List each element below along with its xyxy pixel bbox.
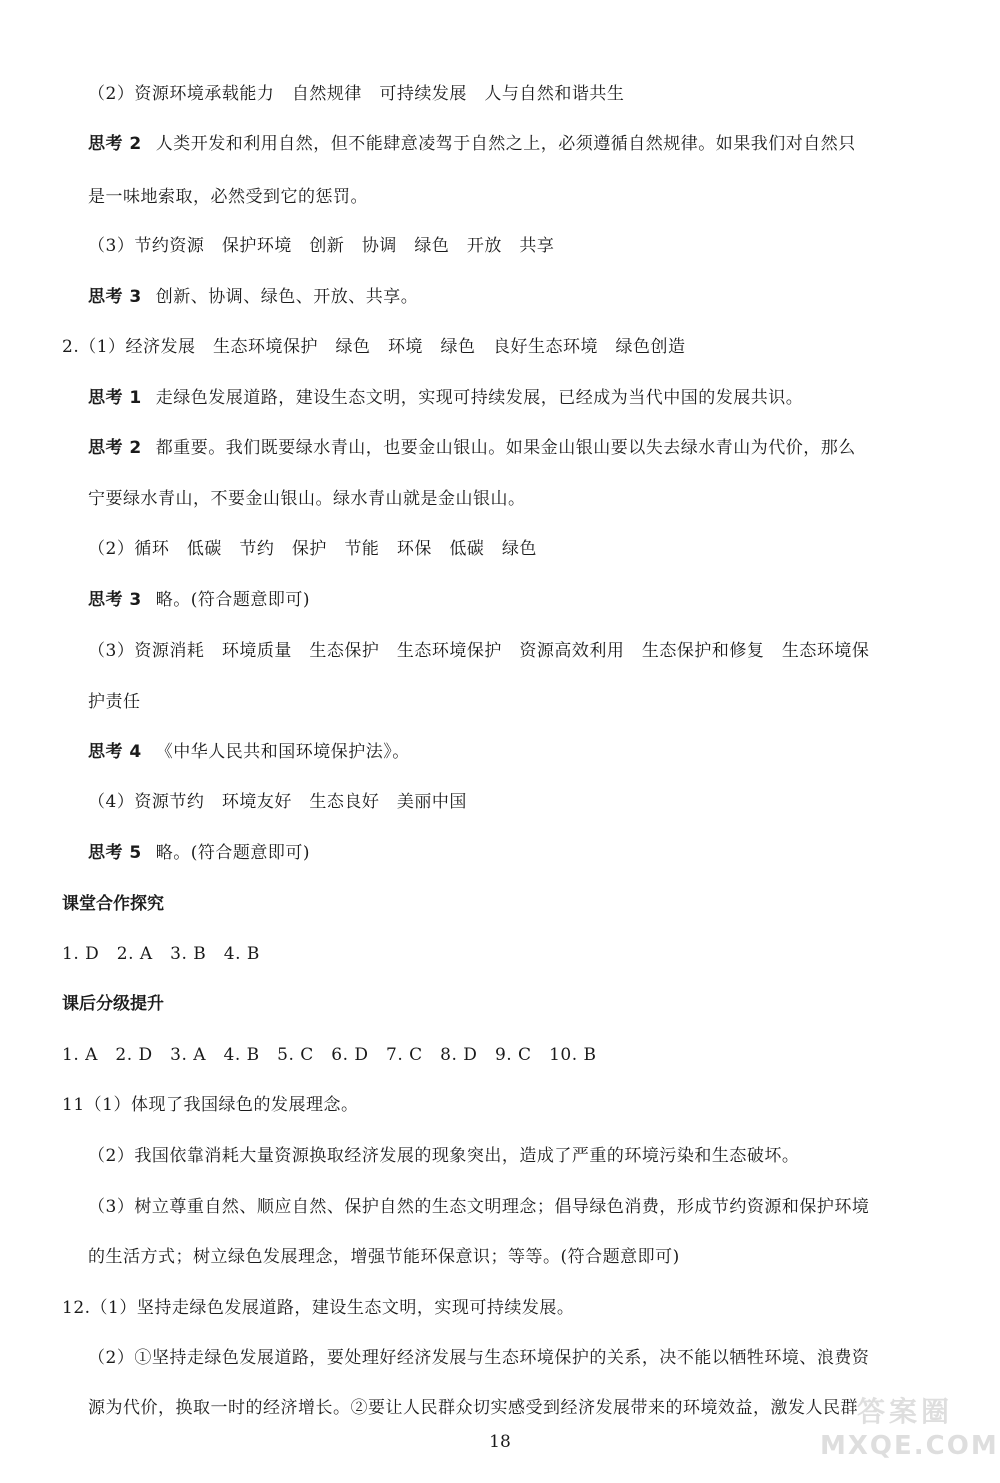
answer-line: 2.（1）经济发展 生态环境保护 绿色 环境 绿色 良好生态环境 绿色创造	[62, 337, 686, 357]
answer-line: 11（1）体现了我国绿色的发展理念。	[62, 1095, 359, 1115]
watermark-logo	[820, 1395, 999, 1475]
think-label: 思考 2	[88, 438, 142, 458]
watermark-url: MXQE.COM	[820, 1431, 999, 1461]
answer-line: 1. D 2. A 3. B 4. B	[62, 944, 260, 964]
think-label: 思考 3	[88, 287, 142, 307]
think-label: 思考 4	[88, 742, 142, 762]
answer-line: 12.（1）坚持走绿色发展道路，建设生态文明，实现可持续发展。	[62, 1298, 575, 1318]
think-label: 思考 2	[88, 134, 142, 154]
answer-line: （2）资源环境承载能力 自然规律 可持续发展 人与自然和谐共生	[88, 84, 625, 104]
think-label: 思考 3	[88, 590, 142, 610]
answer-line: （3）树立尊重自然、顺应自然、保护自然的生态文明理念；倡导绿色消费，形成节约资源和保护环境	[88, 1197, 870, 1217]
answer-line: （2）循环 低碳 节约 保护 节能 环保 低碳 绿色	[88, 539, 537, 559]
answer-line: 宁要绿水青山，不要金山银山。绿水青山就是金山银山。	[88, 489, 526, 509]
answer-line: （2）我国依靠消耗大量资源换取经济发展的现象突出，造成了严重的环境污染和生态破坏。	[88, 1146, 800, 1166]
think-label: 思考 1	[88, 388, 142, 408]
answer-line: 思考 3 创新、协调、绿色、开放、共享。	[88, 287, 419, 307]
answer-line: 思考 2 人类开发和利用自然，但不能肆意凌驾于自然之上，必须遵循自然规律。如果我们对自然只	[88, 134, 856, 154]
page-number: 18	[489, 1432, 511, 1452]
answer-line: （2）①坚持走绿色发展道路，要处理好经济发展与生态环境保护的关系，决不能以牺牲环境、浪费资	[88, 1348, 870, 1368]
answer-line: 思考 3 略。(符合题意即可)	[88, 590, 311, 610]
answer-line: （4）资源节约 环境友好 生态良好 美丽中国	[88, 792, 467, 812]
answer-line: 1. A 2. D 3. A 4. B 5. C 6. D 7. C 8. D 9. C 10. B	[62, 1045, 597, 1065]
answer-line: （3）节约资源 保护环境 创新 协调 绿色 开放 共享	[88, 236, 555, 256]
answer-line: 源为代价，换取一时的经济增长。②要让人民群众切实感受到经济发展带来的环境效益，激发人民群	[88, 1398, 858, 1418]
answer-line: 思考 2 都重要。我们既要绿水青山，也要金山银山。如果金山银山要以失去绿水青山为代价，那么	[88, 438, 856, 458]
answer-line: 护责任	[88, 692, 141, 712]
answer-line: 思考 4 《中华人民共和国环境保护法》。	[88, 742, 410, 762]
section-heading: 课后分级提升	[62, 994, 164, 1014]
think-label: 思考 5	[88, 843, 142, 863]
answer-line: 是一味地索取，必然受到它的惩罚。	[88, 187, 368, 207]
answer-line: （3）资源消耗 环境质量 生态保护 生态环境保护 资源高效利用 生态保护和修复 生态环境保	[88, 641, 870, 661]
section-heading: 课堂合作探究	[62, 894, 164, 914]
answer-line: 的生活方式；树立绿色发展理念，增强节能环保意识；等等。(符合题意即可)	[88, 1247, 680, 1267]
answer-line: 思考 1 走绿色发展道路，建设生态文明，实现可持续发展，已经成为当代中国的发展共识。	[88, 388, 804, 408]
answer-line: 思考 5 略。(符合题意即可)	[88, 843, 311, 863]
watermark-title: 答案圈	[856, 1395, 953, 1428]
